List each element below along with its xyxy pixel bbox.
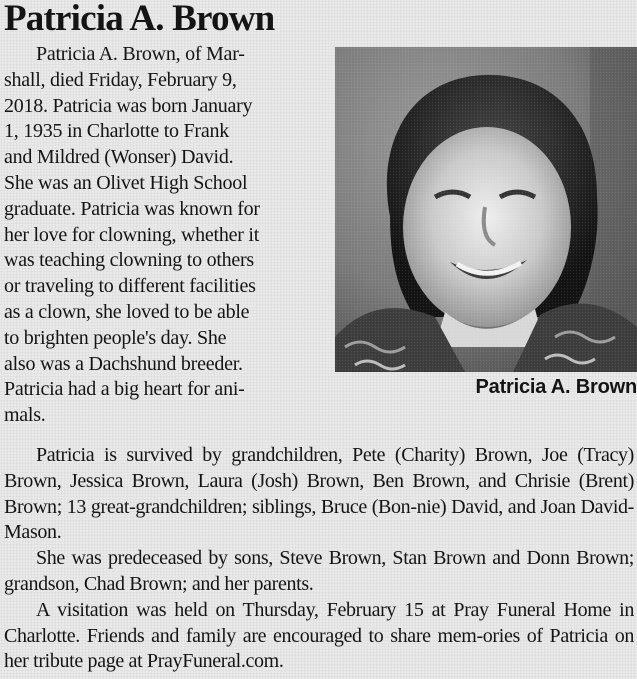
- obituary-headline: Patricia A. Brown: [4, 0, 275, 39]
- portrait-photo: [335, 47, 637, 372]
- text-line: Patricia had a big heart for ani-: [4, 378, 245, 401]
- paragraph-survivors: Patricia is survived by grandchildren, Pete (Charity) Brown, Joe (Tracy) Brown, Jessica Brown, Laura (Josh) Brown, Ben Brown, and Chrisie (Brent) Brown; 13 great-grandchildren; siblings, Bruce (Bon-nie) David, and Joan David-Mason.: [4, 444, 634, 544]
- text-line: and Mildred (Wonser) David.: [4, 146, 234, 169]
- text-line: Patricia A. Brown, of Mar-: [36, 43, 245, 65]
- text-line: as a clown, she loved to be able: [4, 300, 250, 323]
- text-line: 1, 1935 in Charlotte to Frank: [4, 120, 229, 143]
- portrait-image: [335, 47, 637, 372]
- text-line: or traveling to different facilities: [4, 275, 256, 298]
- photo-caption: Patricia A. Brown: [475, 376, 637, 398]
- text-line: shall, died Friday, February 9,: [4, 68, 237, 91]
- text-line: mals.: [4, 404, 46, 427]
- text-line: also was a Dachshund breeder.: [4, 352, 243, 375]
- column-paragraph: [4, 42, 304, 429]
- text-line: her love for clowning, whether it: [4, 223, 260, 246]
- text-line: to brighten people's day. She: [4, 326, 227, 349]
- text-line: graduate. Patricia was known for: [4, 197, 260, 220]
- paragraph-predeceased: She was predeceased by sons, Steve Brown, Stan Brown and Donn Brown; grandson, Chad Brown; and her parents.: [4, 547, 634, 595]
- text-line: 2018. Patricia was born January: [4, 94, 253, 117]
- text-line: was teaching clowning to others: [4, 249, 254, 272]
- obituary-body: [4, 443, 634, 675]
- text-line: She was an Olivet High School: [4, 171, 248, 194]
- paragraph-visitation: A visitation was held on Thursday, February 15 at Pray Funeral Home in Charlotte. Friends and family are encouraged to share mem-ories of Patricia on her tribute page at PrayFuneral.com.: [4, 598, 634, 673]
